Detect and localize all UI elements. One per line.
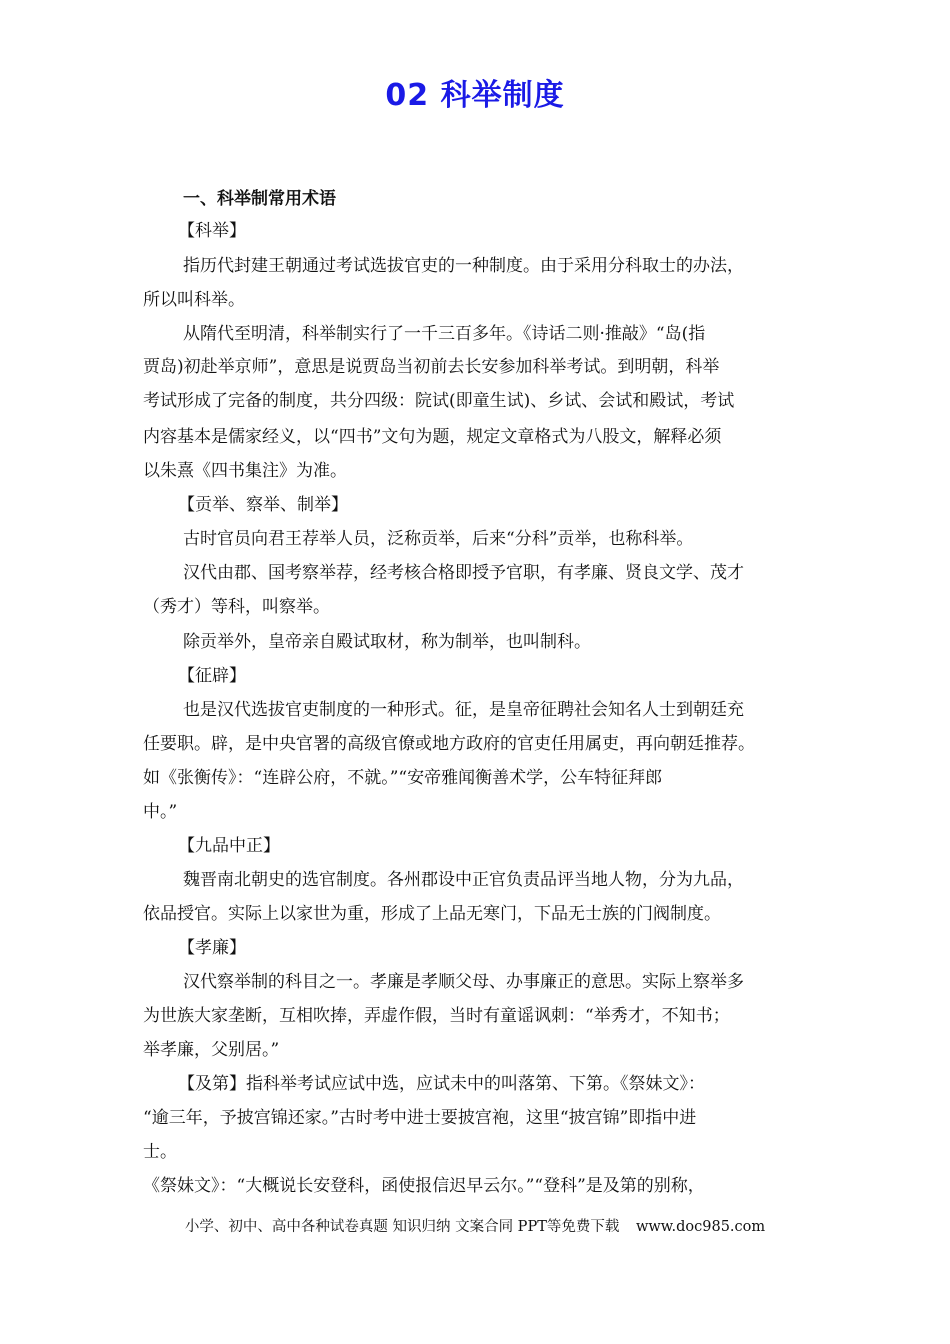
paragraph-line: 也是汉代选拔官吏制度的一种形式。征，是皇帝征聘社会知名人士到朝廷充 bbox=[183, 700, 744, 720]
paragraph-line: 贾岛)初赴举京师”，意思是说贾岛当初前去长安参加科举考试。到明朝，科举 bbox=[143, 357, 720, 377]
paragraph-line: 为世族大家垄断，互相吹捧，弄虚作假，当时有童谣讽刺：“举秀才，不知书； bbox=[143, 1006, 730, 1026]
term-zhengpi-heading: 【征辟】 bbox=[178, 666, 246, 686]
paragraph-line: 古时官员向君王荐举人员，泛称贡举，后来“分科”贡举，也称科举。 bbox=[183, 529, 694, 549]
paragraph-line: 中。” bbox=[143, 802, 178, 822]
paragraph-line: “逾三年，予披宫锦还家。”古时考中进士要披宫袍，这里“披宫锦”即指中进 bbox=[143, 1108, 697, 1128]
term-jiupin-heading: 【九品中正】 bbox=[178, 836, 280, 856]
paragraph-line: 任要职。辟，是中央官署的高级官僚或地方政府的官吏任用属吏，再向朝廷推荐。 bbox=[143, 734, 755, 754]
paragraph-line: 内容基本是儒家经义，以“四书”文句为题，规定文章格式为八股文，解释必须 bbox=[143, 427, 722, 447]
term-keju-heading: 【科举】 bbox=[178, 221, 246, 241]
section-heading: 一、科举制常用术语 bbox=[183, 189, 336, 209]
paragraph-line: 汉代察举制的科目之一。孝廉是孝顺父母、办事廉正的意思。实际上察举多 bbox=[183, 972, 744, 992]
paragraph-line: 所以叫科举。 bbox=[143, 290, 245, 310]
footer-url[interactable]: www.doc985.com bbox=[635, 1219, 766, 1235]
paragraph-line: 从隋代至明清，科举制实行了一千三百多年。《诗话二则·推敲》“岛(指 bbox=[183, 324, 706, 344]
document-title: 02 科举制度 bbox=[385, 78, 565, 113]
paragraph-line: 魏晋南北朝史的选官制度。各州郡设中正官负责品评当地人物，分为九品， bbox=[183, 870, 744, 890]
term-gongju-heading: 【贡举、察举、制举】 bbox=[178, 495, 348, 515]
footer-text: 小学、初中、高中各种试卷真题 知识归纳 文案合同 PPT等免费下载 bbox=[184, 1219, 620, 1235]
page-footer bbox=[0, 1215, 950, 1236]
paragraph-line: 指历代封建王朝通过考试选拔官吏的一种制度。由于采用分科取士的办法， bbox=[183, 256, 744, 276]
paragraph-line: 《祭妹文》：“大概说长安登科，函使报信迟早云尔。”“登科”是及第的别称， bbox=[143, 1176, 705, 1196]
paragraph-line: 汉代由郡、国考察举荐，经考核合格即授予官职，有孝廉、贤良文学、茂才 bbox=[183, 563, 744, 583]
paragraph-line: 以朱熹《四书集注》为准。 bbox=[143, 461, 347, 481]
paragraph-line: （秀才）等科，叫察举。 bbox=[143, 597, 330, 617]
paragraph-line: 举孝廉，父别居。” bbox=[143, 1040, 280, 1060]
paragraph-line: 依品授官。实际上以家世为重，形成了上品无寒门，下品无士族的门阀制度。 bbox=[143, 904, 721, 924]
term-jidi-line: 【及第】指科举考试应试中选，应试未中的叫落第、下第。《祭妹文》： bbox=[178, 1074, 705, 1094]
term-xiaolian-heading: 【孝廉】 bbox=[178, 938, 246, 958]
paragraph-line: 如《张衡传》：“连辟公府，不就。”“安帝雅闻衡善术学，公车特征拜郎 bbox=[143, 768, 663, 788]
paragraph-line: 考试形成了完备的制度，共分四级：院试(即童生试)、乡试、会试和殿试，考试 bbox=[143, 391, 735, 411]
paragraph-line: 士。 bbox=[143, 1142, 177, 1162]
paragraph-line: 除贡举外，皇帝亲自殿试取材，称为制举，也叫制科。 bbox=[183, 632, 591, 652]
